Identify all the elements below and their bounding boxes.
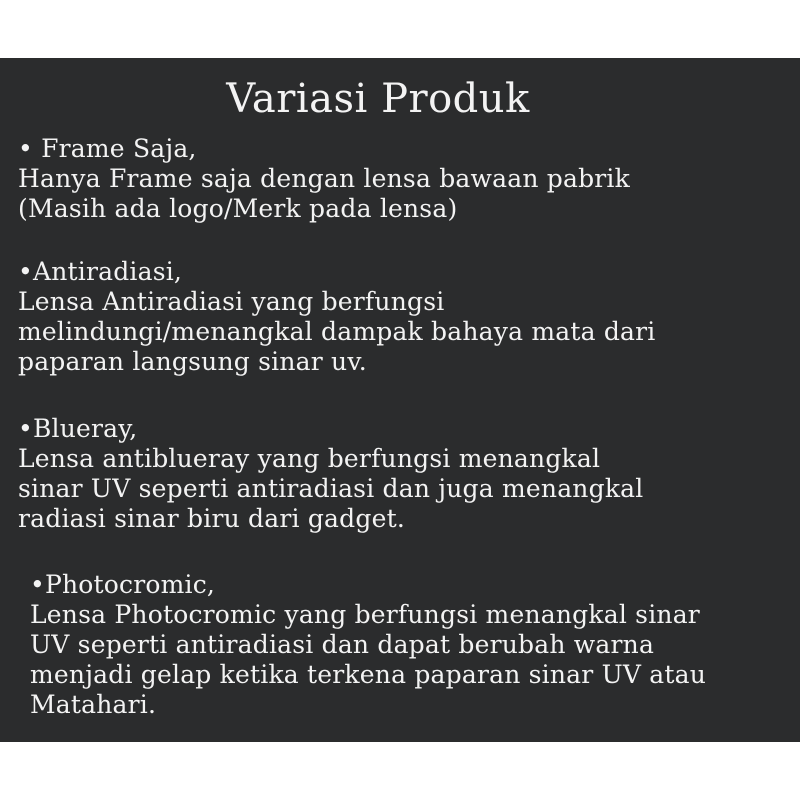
- variant-frame-saja: [18, 134, 630, 224]
- variant-description-line: melindungi/menangkal dampak bahaya mata dari: [18, 317, 656, 346]
- variant-description-line: Matahari.: [30, 690, 157, 719]
- variant-description-line: Lensa antiblueray yang berfungsi menangkal: [18, 444, 601, 473]
- variant-description-line: UV seperti antiradiasi dan dapat berubah warna: [30, 630, 655, 659]
- variant-description-line: Lensa Photocromic yang berfungsi menangkal sinar: [30, 600, 700, 629]
- variant-description-line: sinar UV seperti antiradiasi dan juga menangkal: [18, 474, 644, 503]
- variant-description-line: Hanya Frame saja dengan lensa bawaan pabrik: [18, 164, 630, 193]
- variant-heading: •Antiradiasi,: [18, 257, 183, 286]
- variant-description-line: (Masih ada logo/Merk pada lensa): [18, 194, 458, 223]
- variant-blueray: [18, 414, 643, 534]
- variant-antiradiasi: [18, 257, 656, 377]
- product-variants-panel: [0, 58, 800, 742]
- variant-heading: • Frame Saja,: [18, 134, 197, 163]
- variant-heading: •Blueray,: [18, 414, 138, 443]
- variant-description-line: radiasi sinar biru dari gadget.: [18, 504, 405, 533]
- variant-heading: •Photocromic,: [30, 570, 216, 599]
- variant-photocromic: [30, 570, 706, 720]
- variant-description-line: Lensa Antiradiasi yang berfungsi: [18, 287, 445, 316]
- page-title: Variasi Produk: [226, 76, 530, 122]
- variant-description-line: paparan langsung sinar uv.: [18, 347, 367, 376]
- variant-description-line: menjadi gelap ketika terkena paparan sinar UV atau: [30, 660, 707, 689]
